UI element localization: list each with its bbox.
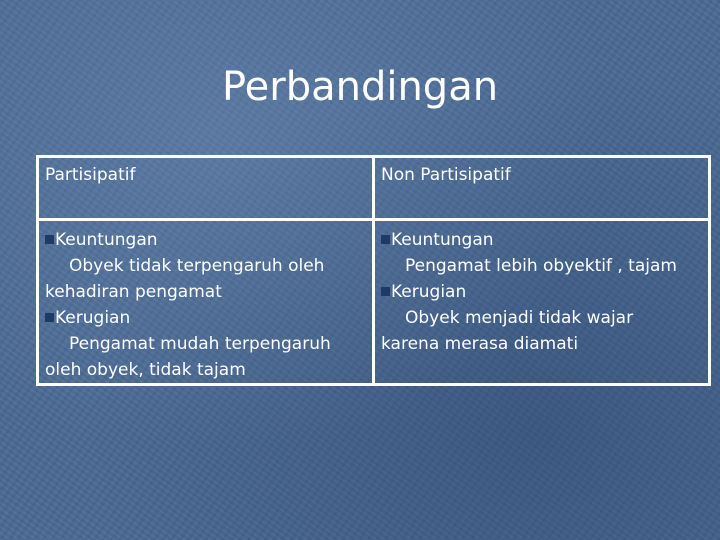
advantage-text: Obyek tidak terpengaruh oleh <box>69 256 325 276</box>
disadvantage-text-continued: karena merasa diamati <box>381 334 579 354</box>
disadvantage-item <box>381 279 702 305</box>
disadvantage-label: Kerugian <box>55 308 131 328</box>
disadvantage-text-continued: oleh obyek, tidak tajam <box>45 360 246 380</box>
disadvantage-text: Obyek menjadi tidak wajar <box>405 308 634 328</box>
square-bullet-icon <box>45 235 54 244</box>
advantage-item <box>45 227 366 253</box>
disadvantage-item <box>45 305 366 331</box>
square-bullet-icon <box>45 313 54 322</box>
square-bullet-icon <box>381 287 390 296</box>
header-cell-partisipatif: Partisipatif <box>38 157 374 220</box>
body-cell-non-partisipatif <box>374 220 710 385</box>
disadvantage-text: Pengamat mudah terpengaruh <box>69 334 331 354</box>
advantage-label: Keuntungan <box>55 230 158 250</box>
table-header-row <box>38 157 710 220</box>
body-cell-partisipatif <box>38 220 374 385</box>
table-body-row <box>38 220 710 385</box>
square-bullet-icon <box>381 235 390 244</box>
advantage-text-continued: kehadiran pengamat <box>45 282 222 302</box>
advantage-text: Pengamat lebih obyektif , tajam <box>405 256 677 276</box>
header-cell-non-partisipatif: Non Partisipatif <box>374 157 710 220</box>
comparison-table <box>36 155 711 386</box>
advantage-item <box>381 227 702 253</box>
slide-title: Perbandingan <box>221 64 499 110</box>
advantage-label: Keuntungan <box>391 230 494 250</box>
disadvantage-label: Kerugian <box>391 282 467 302</box>
